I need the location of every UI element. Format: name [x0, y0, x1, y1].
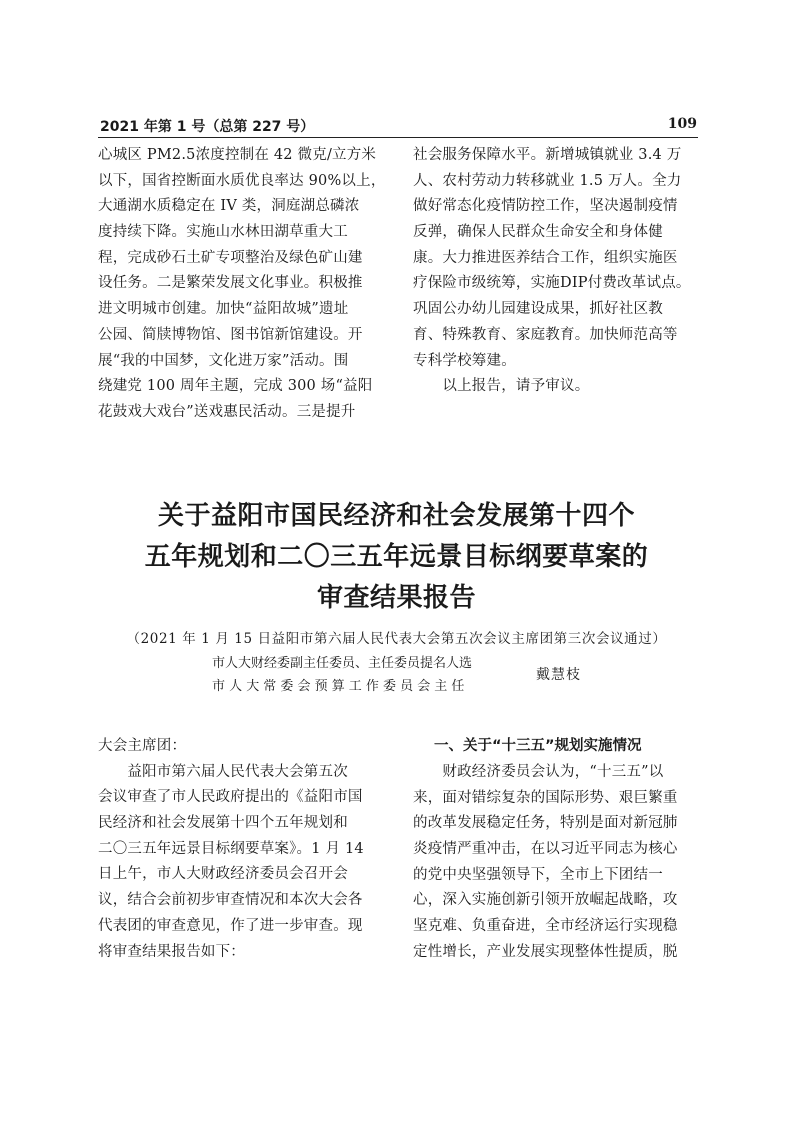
text-line: 代表团的审查意见，作了进一步审查。现: [98, 917, 363, 934]
text-line: 的改革发展稳定任务，特别是面对新冠肺: [413, 815, 678, 832]
text-line: 来，面对错综复杂的国际形势、艰巨繁重: [413, 789, 678, 806]
text-line: 设任务。二是繁荣发展文化事业。积极推: [98, 275, 363, 292]
text-line: 巩固公办幼儿园建设成果，抓好社区教: [413, 301, 663, 318]
text-line: 以上报告，请予审议。: [413, 378, 590, 395]
text-line: 财政经济委员会认为，“十三五”以: [413, 764, 664, 780]
issue-header: 2021 年第 1 号（总第 227 号）: [100, 119, 315, 135]
text-line: 心，深入实施创新引领开放崛起战略，攻: [413, 892, 678, 909]
article-title: [80, 496, 713, 619]
text-line: 反弹，确保人民群众生命安全和身体健: [413, 224, 663, 241]
text-line: 大通湖水质稳定在 IV 类，洞庭湖总磷浓: [98, 198, 360, 215]
text-line: 公园、简牍博物馆、图书馆新馆建设。开: [98, 326, 363, 343]
text-line: 进文明城市创建。加快“益阳故城”遗址: [98, 301, 349, 318]
text-line: 炎疫情严重冲击，在以习近平同志为核心: [413, 841, 678, 858]
title-line-2: 五年规划和二〇三五年远景目标纲要草案的: [144, 542, 649, 572]
text-line: 将审查结果报告如下：: [98, 943, 245, 960]
text-line: 专科学校筹建。: [413, 352, 516, 369]
author-title-1: 市人大财经委副主任委员、主任委员提名人选: [212, 656, 473, 671]
adoption-note: （2021 年 1 月 15 日益阳市第六届人民代表大会第五次会议主席团第三次会议通过）: [126, 631, 667, 647]
text-line: 社会服务保障水平。新增城镇就业 3.4 万: [413, 147, 682, 163]
text-line: 心城区 PM2.5浓度控制在 42 微克/立方米: [98, 147, 377, 163]
text-line: 康。大力推进医养结合工作，组织实施医: [413, 249, 678, 266]
text-line: 议，结合会前初步审查情况和本次大会各: [98, 892, 363, 909]
text-line: 大会主席团：: [98, 738, 187, 754]
text-line: 二〇三五年远景目标纲要草案》。1 月 14: [98, 840, 364, 857]
text-line: 绕建党 100 周年主题，完成 300 场“益阳: [98, 378, 373, 395]
text-line: 疗保险市级统筹，实施DIP付费改革试点。: [413, 275, 691, 292]
text-line: 益阳市第六届人民代表大会第五次: [98, 763, 348, 780]
title-line-3: 审查结果报告: [316, 583, 476, 613]
text-line: 日上午，市人大财政经济委员会召开会: [98, 866, 348, 883]
section-heading: 一、关于“十三五”规划实施情况: [434, 738, 642, 754]
page-number: 109: [667, 116, 697, 132]
text-line: 度持续下降。实施山水林田湖草重大工: [98, 224, 348, 241]
text-line: 民经济和社会发展第十四个五年规划和: [98, 815, 348, 832]
text-line: 定性增长，产业发展实现整体性提质，脱: [413, 943, 678, 960]
text-line: 展“我的中国梦，文化进万家”活动。围: [98, 352, 349, 369]
author-title-2: 市人大常委会预算工作委员会主任: [212, 679, 469, 694]
text-line: 以下，国省控断面水质优良率达 90%以上，: [98, 172, 386, 189]
top-right-column: [413, 143, 691, 400]
header-rule: [98, 137, 698, 138]
title-line-1: 关于益阳市国民经济和社会发展第十四个: [157, 501, 635, 531]
article-right-column: [413, 760, 678, 966]
author-titles: [212, 652, 472, 698]
text-line: 坚克难、负重奋进，全市经济运行实现稳: [413, 918, 678, 935]
text-line: 花鼓戏大戏台”送戏惠民活动。三是提升: [98, 403, 356, 420]
author-name: 戴慧枝: [536, 667, 581, 683]
top-left-column: [98, 143, 386, 426]
text-line: 育、特殊教育、家庭教育。加快师范高等: [413, 326, 678, 343]
text-line: 的党中央坚强领导下，全市上下团结一: [413, 866, 663, 883]
text-line: 做好常态化疫情防控工作，坚决遏制疫情: [413, 198, 678, 215]
text-line: 人、农村劳动力转移就业 1.5 万人。全力: [413, 172, 682, 189]
text-line: 会议审查了市人民政府提出的《益阳市国: [98, 789, 363, 806]
text-line: 程，完成砂石土矿专项整治及绿色矿山建: [98, 249, 363, 266]
article-left-column: [98, 734, 364, 965]
